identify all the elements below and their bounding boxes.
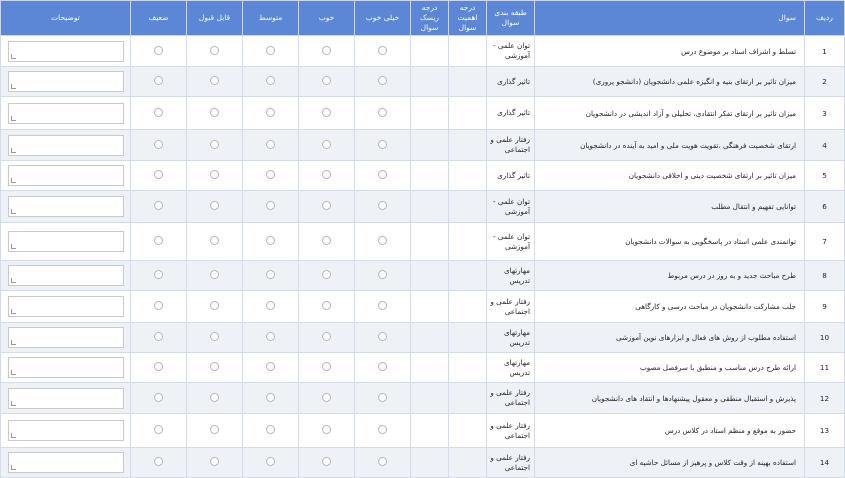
rating-cell-weak <box>131 448 187 478</box>
row-category: تاثیر گذاری <box>487 161 535 191</box>
row-category: تاثیر گذاری <box>487 97 535 130</box>
rating-cell-weak <box>131 383 187 414</box>
rating-cell-very-good <box>355 291 411 323</box>
notes-cell <box>1 261 131 291</box>
rating-radio-average[interactable] <box>266 108 275 117</box>
rating-cell-good <box>299 261 355 291</box>
rating-cell-good <box>299 97 355 130</box>
header-average: متوسط <box>243 1 299 36</box>
rating-radio-good[interactable] <box>322 236 331 245</box>
notes-textarea[interactable] <box>8 103 124 124</box>
rating-radio-very-good[interactable] <box>378 201 387 210</box>
rating-cell-average <box>243 36 299 67</box>
row-question: میزان تاثیر بر ارتقای شخصیت دینی و اخلاقی دانشجویان <box>535 161 805 191</box>
row-risk <box>411 261 449 291</box>
notes-textarea[interactable] <box>8 420 124 441</box>
rating-radio-average[interactable] <box>266 393 275 402</box>
row-importance <box>449 97 487 130</box>
rating-cell-weak <box>131 130 187 161</box>
row-importance <box>449 261 487 291</box>
rating-radio-good[interactable] <box>322 425 331 434</box>
rating-radio-weak[interactable] <box>154 457 163 466</box>
notes-cell <box>1 291 131 323</box>
row-question: جلب مشارکت دانشجویان در مباحث درسی و کارگاهی <box>535 291 805 323</box>
rating-radio-average[interactable] <box>266 201 275 210</box>
table-header-row <box>1 1 845 36</box>
rating-cell-acceptable <box>187 161 243 191</box>
rating-cell-acceptable <box>187 67 243 97</box>
rating-cell-very-good <box>355 130 411 161</box>
rating-radio-average[interactable] <box>266 362 275 371</box>
rating-cell-acceptable <box>187 448 243 478</box>
rating-radio-weak[interactable] <box>154 362 163 371</box>
rating-cell-acceptable <box>187 414 243 448</box>
row-risk <box>411 323 449 353</box>
table-row <box>1 161 845 191</box>
rating-radio-acceptable[interactable] <box>210 270 219 279</box>
rating-cell-very-good <box>355 36 411 67</box>
row-risk <box>411 130 449 161</box>
header-notes: توضیحات <box>1 1 131 36</box>
table-row <box>1 223 845 261</box>
notes-textarea[interactable] <box>8 41 124 62</box>
rating-radio-weak[interactable] <box>154 108 163 117</box>
row-importance <box>449 36 487 67</box>
rating-radio-weak[interactable] <box>154 201 163 210</box>
rating-radio-very-good[interactable] <box>378 301 387 310</box>
row-index: 8 <box>805 261 845 291</box>
rating-cell-good <box>299 383 355 414</box>
rating-radio-weak[interactable] <box>154 170 163 179</box>
row-index: 4 <box>805 130 845 161</box>
table-row <box>1 67 845 97</box>
rating-radio-weak[interactable] <box>154 76 163 85</box>
rating-cell-acceptable <box>187 323 243 353</box>
header-importance: درجه اهمیت سوال <box>449 1 487 36</box>
table-row <box>1 291 845 323</box>
rating-radio-acceptable[interactable] <box>210 425 219 434</box>
row-risk <box>411 36 449 67</box>
notes-cell <box>1 414 131 448</box>
rating-radio-average[interactable] <box>266 301 275 310</box>
rating-radio-acceptable[interactable] <box>210 393 219 402</box>
rating-radio-weak[interactable] <box>154 46 163 55</box>
rating-cell-weak <box>131 323 187 353</box>
rating-cell-average <box>243 191 299 223</box>
table-row <box>1 353 845 383</box>
rating-cell-average <box>243 130 299 161</box>
rating-radio-very-good[interactable] <box>378 108 387 117</box>
row-question: توانمندی علمی استاد در پاسخگویی به سوالات دانشجویان <box>535 223 805 261</box>
row-question: استفاده مطلوب از روش های فعال و ابزارهای نوین آموزشی <box>535 323 805 353</box>
row-index: 10 <box>805 323 845 353</box>
rating-radio-acceptable[interactable] <box>210 457 219 466</box>
rating-cell-weak <box>131 353 187 383</box>
row-importance <box>449 223 487 261</box>
rating-radio-acceptable[interactable] <box>210 362 219 371</box>
row-index: 12 <box>805 383 845 414</box>
rating-radio-very-good[interactable] <box>378 46 387 55</box>
row-question: ارائه طرح درس مناسب و منطبق با سرفصل مصوب <box>535 353 805 383</box>
header-category: طبقه بندی سوال <box>487 1 535 36</box>
rating-cell-good <box>299 353 355 383</box>
notes-textarea[interactable] <box>8 71 124 92</box>
notes-cell <box>1 448 131 478</box>
rating-radio-good[interactable] <box>322 46 331 55</box>
notes-textarea[interactable] <box>8 196 124 217</box>
notes-textarea[interactable] <box>8 265 124 286</box>
row-importance <box>449 448 487 478</box>
rating-radio-acceptable[interactable] <box>210 140 219 149</box>
rating-radio-good[interactable] <box>322 76 331 85</box>
row-index: 6 <box>805 191 845 223</box>
rating-cell-weak <box>131 414 187 448</box>
rating-radio-acceptable[interactable] <box>210 301 219 310</box>
row-category: توان علمی - آموزشی <box>487 223 535 261</box>
rating-cell-acceptable <box>187 353 243 383</box>
notes-textarea[interactable] <box>8 135 124 156</box>
notes-cell <box>1 130 131 161</box>
row-index: 7 <box>805 223 845 261</box>
rating-cell-very-good <box>355 191 411 223</box>
rating-radio-very-good[interactable] <box>378 362 387 371</box>
row-index: 2 <box>805 67 845 97</box>
row-index: 5 <box>805 161 845 191</box>
notes-textarea[interactable] <box>8 327 124 348</box>
rating-cell-acceptable <box>187 191 243 223</box>
row-risk <box>411 67 449 97</box>
row-risk <box>411 291 449 323</box>
rating-radio-good[interactable] <box>322 170 331 179</box>
notes-textarea[interactable] <box>8 231 124 252</box>
row-category: مهارتهای تدریس <box>487 323 535 353</box>
rating-cell-average <box>243 383 299 414</box>
notes-cell <box>1 323 131 353</box>
rating-cell-acceptable <box>187 383 243 414</box>
row-question: میزان تاثیر بر ارتقای بنیه و انگیزه علمی دانشجویان (دانشجو پروری) <box>535 67 805 97</box>
rating-cell-acceptable <box>187 261 243 291</box>
rating-cell-very-good <box>355 261 411 291</box>
rating-cell-acceptable <box>187 97 243 130</box>
row-category: مهارتهای تدریس <box>487 353 535 383</box>
rating-cell-acceptable <box>187 291 243 323</box>
row-category: رفتار علمی و اجتماعی <box>487 448 535 478</box>
rating-radio-good[interactable] <box>322 301 331 310</box>
rating-radio-average[interactable] <box>266 236 275 245</box>
rating-cell-average <box>243 97 299 130</box>
notes-textarea[interactable] <box>8 388 124 409</box>
rating-cell-very-good <box>355 323 411 353</box>
rating-cell-average <box>243 261 299 291</box>
rating-cell-good <box>299 448 355 478</box>
rating-radio-average[interactable] <box>266 46 275 55</box>
row-importance <box>449 383 487 414</box>
rating-radio-good[interactable] <box>322 201 331 210</box>
rating-cell-acceptable <box>187 130 243 161</box>
row-category: رفتار علمی و اجتماعی <box>487 130 535 161</box>
header-very-good: خیلی خوب <box>355 1 411 36</box>
notes-cell <box>1 67 131 97</box>
rating-cell-good <box>299 67 355 97</box>
row-risk <box>411 414 449 448</box>
header-weak: ضعیف <box>131 1 187 36</box>
row-risk <box>411 161 449 191</box>
rating-radio-very-good[interactable] <box>378 236 387 245</box>
row-index: 11 <box>805 353 845 383</box>
row-importance <box>449 161 487 191</box>
row-question: طرح مباحث جدید و به روز در درس مربوط <box>535 261 805 291</box>
notes-cell <box>1 161 131 191</box>
rating-cell-weak <box>131 161 187 191</box>
rating-radio-average[interactable] <box>266 457 275 466</box>
row-question: استفاده بهینه از وقت کلاس و پرهیز از مسائل حاشیه ای <box>535 448 805 478</box>
rating-cell-very-good <box>355 67 411 97</box>
rating-radio-acceptable[interactable] <box>210 236 219 245</box>
table-row <box>1 36 845 67</box>
row-question: حضور به موقع و منظم استاد در کلاس درس <box>535 414 805 448</box>
rating-radio-average[interactable] <box>266 170 275 179</box>
rating-cell-very-good <box>355 223 411 261</box>
rating-radio-acceptable[interactable] <box>210 332 219 341</box>
rating-radio-good[interactable] <box>322 457 331 466</box>
row-question: تسلط و اشراف استاد بر موضوع درس <box>535 36 805 67</box>
notes-textarea[interactable] <box>8 452 124 473</box>
rating-cell-good <box>299 130 355 161</box>
table-row <box>1 448 845 478</box>
row-risk <box>411 448 449 478</box>
rating-radio-average[interactable] <box>266 332 275 341</box>
table-row <box>1 323 845 353</box>
rating-cell-weak <box>131 67 187 97</box>
rating-cell-weak <box>131 97 187 130</box>
row-importance <box>449 353 487 383</box>
rating-radio-weak[interactable] <box>154 236 163 245</box>
row-risk <box>411 223 449 261</box>
rating-cell-weak <box>131 261 187 291</box>
header-good: خوب <box>299 1 355 36</box>
rating-cell-very-good <box>355 448 411 478</box>
rating-cell-good <box>299 191 355 223</box>
row-category: رفتار علمی و اجتماعی <box>487 414 535 448</box>
rating-radio-acceptable[interactable] <box>210 46 219 55</box>
row-risk <box>411 353 449 383</box>
header-index: ردیف <box>805 1 845 36</box>
notes-cell <box>1 383 131 414</box>
rating-radio-good[interactable] <box>322 332 331 341</box>
row-importance <box>449 414 487 448</box>
rating-radio-average[interactable] <box>266 76 275 85</box>
rating-radio-good[interactable] <box>322 393 331 402</box>
row-question: ارتقای شخصیت فرهنگی ،تقویت هویت ملی و امید به آینده در دانشجویان <box>535 130 805 161</box>
table-body <box>1 36 845 478</box>
header-risk: درجه ریسک سوال <box>411 1 449 36</box>
row-question: میزان تاثیر بر ارتقای تفکر انتقادی، تحلیلی و آزاد اندیشی در دانشجویان <box>535 97 805 130</box>
rating-radio-average[interactable] <box>266 425 275 434</box>
row-risk <box>411 97 449 130</box>
rating-radio-good[interactable] <box>322 270 331 279</box>
rating-cell-average <box>243 291 299 323</box>
rating-radio-good[interactable] <box>322 140 331 149</box>
row-index: 9 <box>805 291 845 323</box>
rating-radio-very-good[interactable] <box>378 457 387 466</box>
rating-cell-acceptable <box>187 36 243 67</box>
rating-radio-good[interactable] <box>322 108 331 117</box>
row-importance <box>449 191 487 223</box>
rating-radio-good[interactable] <box>322 362 331 371</box>
rating-cell-weak <box>131 191 187 223</box>
rating-cell-good <box>299 323 355 353</box>
row-risk <box>411 383 449 414</box>
rating-radio-acceptable[interactable] <box>210 76 219 85</box>
rating-radio-very-good[interactable] <box>378 270 387 279</box>
rating-radio-very-good[interactable] <box>378 140 387 149</box>
rating-cell-very-good <box>355 161 411 191</box>
table-row <box>1 97 845 130</box>
row-category: توان علمی - آموزشی <box>487 191 535 223</box>
row-category: تاثیر گذاری <box>487 67 535 97</box>
rating-radio-weak[interactable] <box>154 140 163 149</box>
row-index: 1 <box>805 36 845 67</box>
rating-radio-weak[interactable] <box>154 270 163 279</box>
row-importance <box>449 130 487 161</box>
rating-cell-average <box>243 223 299 261</box>
row-category: توان علمی - آموزشی <box>487 36 535 67</box>
header-acceptable: قابل قبول <box>187 1 243 36</box>
rating-cell-very-good <box>355 97 411 130</box>
table-row <box>1 130 845 161</box>
row-importance <box>449 323 487 353</box>
rating-radio-very-good[interactable] <box>378 332 387 341</box>
notes-cell <box>1 36 131 67</box>
notes-cell <box>1 223 131 261</box>
notes-textarea[interactable] <box>8 296 124 317</box>
rating-cell-good <box>299 291 355 323</box>
rating-cell-good <box>299 36 355 67</box>
rating-cell-good <box>299 414 355 448</box>
rating-cell-average <box>243 161 299 191</box>
table-row <box>1 383 845 414</box>
row-question: توانایی تفهیم و انتقال مطلب <box>535 191 805 223</box>
rating-cell-very-good <box>355 353 411 383</box>
table-row <box>1 414 845 448</box>
notes-cell <box>1 97 131 130</box>
row-risk <box>411 191 449 223</box>
rating-radio-average[interactable] <box>266 270 275 279</box>
rating-radio-acceptable[interactable] <box>210 170 219 179</box>
rating-cell-very-good <box>355 383 411 414</box>
notes-textarea[interactable] <box>8 165 124 186</box>
rating-radio-very-good[interactable] <box>378 76 387 85</box>
row-category: رفتار علمی و اجتماعی <box>487 383 535 414</box>
row-index: 3 <box>805 97 845 130</box>
row-importance <box>449 67 487 97</box>
row-index: 13 <box>805 414 845 448</box>
rating-cell-good <box>299 223 355 261</box>
row-category: مهارتهای تدریس <box>487 261 535 291</box>
rating-radio-weak[interactable] <box>154 332 163 341</box>
notes-cell <box>1 191 131 223</box>
rating-radio-weak[interactable] <box>154 393 163 402</box>
rating-cell-good <box>299 161 355 191</box>
notes-cell <box>1 353 131 383</box>
rating-cell-average <box>243 67 299 97</box>
rating-cell-average <box>243 448 299 478</box>
header-question: سوال <box>535 1 805 36</box>
table-row <box>1 261 845 291</box>
rating-cell-average <box>243 323 299 353</box>
row-question: پذیرش و استقبال منطقی و معقول پیشنهادها و انتقاد های دانشجویان <box>535 383 805 414</box>
rating-radio-very-good[interactable] <box>378 170 387 179</box>
rating-cell-weak <box>131 223 187 261</box>
rating-cell-very-good <box>355 414 411 448</box>
rating-radio-average[interactable] <box>266 140 275 149</box>
rating-cell-average <box>243 353 299 383</box>
notes-textarea[interactable] <box>8 357 124 378</box>
table-row <box>1 191 845 223</box>
row-importance <box>449 291 487 323</box>
row-index: 14 <box>805 448 845 478</box>
rating-radio-acceptable[interactable] <box>210 108 219 117</box>
rating-cell-weak <box>131 291 187 323</box>
rating-radio-weak[interactable] <box>154 301 163 310</box>
rating-cell-acceptable <box>187 223 243 261</box>
row-category: رفتار علمی و اجتماعی <box>487 291 535 323</box>
rating-cell-weak <box>131 36 187 67</box>
rating-radio-acceptable[interactable] <box>210 201 219 210</box>
rating-radio-weak[interactable] <box>154 425 163 434</box>
rating-cell-average <box>243 414 299 448</box>
rating-radio-very-good[interactable] <box>378 425 387 434</box>
rating-radio-very-good[interactable] <box>378 393 387 402</box>
